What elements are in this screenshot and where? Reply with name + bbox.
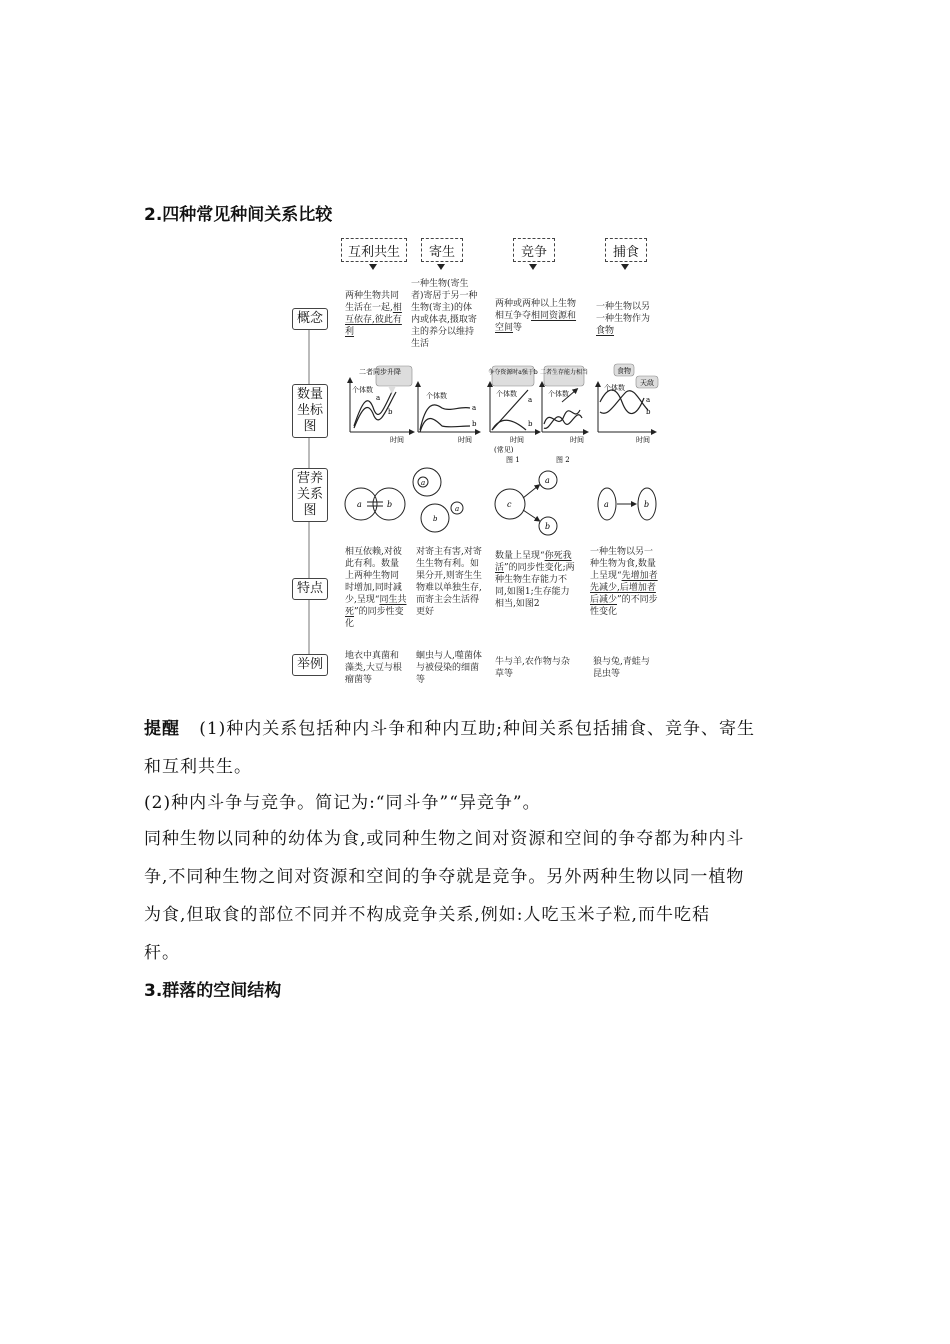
svg-text:(常见): (常见) (494, 446, 514, 454)
row-label-graph: 数量 坐标 图 (292, 384, 328, 438)
svg-text:图 1: 图 1 (506, 456, 520, 464)
svg-text:b: b (472, 420, 477, 428)
example-predation: 狼与兔,青蛙与昆虫等 (593, 657, 650, 679)
nutrition-predation (598, 488, 656, 520)
graph-predation (598, 364, 658, 444)
svg-text:b: b (646, 408, 651, 416)
arrow-down-icon (621, 264, 629, 270)
section-heading-3: 3.群落的空间结构 (144, 981, 282, 1001)
graph-tag-mutual: 二者同步升降 (359, 368, 401, 376)
concept-predation: 一种生物以另一种生物作为食物 (596, 302, 651, 336)
svg-text:a: a (604, 500, 609, 509)
arrow-down-icon (437, 264, 445, 270)
graph-competition-2 (540, 366, 588, 464)
arrow-down-icon (369, 264, 377, 270)
population-graphs (330, 362, 670, 470)
svg-text:b: b (545, 522, 551, 531)
graph-competition-1 (488, 366, 538, 464)
graph-label-b: b (388, 408, 393, 416)
reminder-paragraph-2: (2)种内斗争与竞争。简记为:“同斗争”“异竞争”。 (144, 793, 541, 813)
svg-text:a: a (455, 505, 460, 513)
reminder-paragraph-1: 提醒 (1)种内关系包括种内斗争和种内互助;种间关系包括捕食、竞争、寄生 (144, 719, 756, 739)
svg-text:b: b (387, 500, 393, 509)
column-header-parasitism: 寄生 (421, 238, 463, 262)
svg-text:c: c (507, 500, 512, 509)
column-header-competition: 竞争 (513, 238, 555, 262)
graph-mutual-ylabel: 个体数 (352, 386, 373, 394)
svg-text:个体数: 个体数 (548, 390, 569, 398)
row-label-feature: 特点 (292, 578, 328, 600)
concept-parasitism: 一种生物(寄生者)寄居于另一种生物(寄主)的体内或体表,摄取寄主的养分以维持生活 (411, 279, 478, 349)
svg-text:a: a (545, 476, 550, 485)
graph-label-a: a (376, 394, 381, 402)
feature-mutualism: 相互依赖,对彼此有利。数量上两种生物同时增加,同时减少,呈现“同生共死”的同步性变化 (345, 547, 407, 629)
example-parasitism: 蛔虫与人,噬菌体与被侵染的细菌等 (416, 651, 482, 685)
reminder-paragraph-3-line1: 同种生物以同种的幼体为食,或同种生物之间对资源和空间的争夺都为种内斗 (144, 829, 745, 849)
svg-text:b: b (433, 515, 438, 523)
row-label-concept: 概念 (292, 308, 328, 330)
concept-mutualism: 两种生物共同生活在一起,相互依存,彼此有利 (345, 291, 402, 337)
nutrition-diagrams (335, 464, 665, 540)
feature-predation: 一种生物以另一种生物为食,数量上呈现“先增加者先减少,后增加者后减少”的不同步性变化 (590, 547, 658, 617)
svg-text:二者生存能力相当: 二者生存能力相当 (539, 369, 589, 376)
svg-text:b: b (644, 500, 650, 509)
graph-mutual-xlabel: 时间 (390, 436, 404, 444)
feature-competition: 数量上呈现“你死我活”的同步性变化;两种生物生存能力不同,如图1;生存能力相当,如图2 (495, 551, 575, 609)
svg-text:个体数: 个体数 (496, 390, 517, 398)
svg-text:争夺资源时a强于b: 争夺资源时a强于b (488, 369, 538, 376)
svg-text:a: a (472, 404, 477, 412)
example-competition: 牛与羊,农作物与杂草等 (495, 657, 570, 679)
svg-text:时间: 时间 (570, 436, 584, 444)
svg-text:食物: 食物 (617, 367, 631, 375)
reminder-paragraph-3-line4: 秆。 (144, 943, 180, 963)
svg-text:a: a (646, 396, 651, 404)
section-heading-2: 2.四种常见种间关系比较 (144, 205, 333, 225)
svg-text:b: b (528, 420, 533, 428)
reminder-paragraph-3-line2: 争,不同种生物之间对资源和空间的争夺就是竞争。另外两种生物以同一植物 (144, 867, 745, 887)
row-label-nutrition: 营养 关系 图 (292, 468, 328, 522)
column-header-mutualism: 互利共生 (341, 238, 407, 262)
concept-competition: 两种或两种以上生物相互争夺相同资源和空间等 (495, 299, 577, 333)
svg-text:时间: 时间 (510, 436, 524, 444)
svg-text:图 2: 图 2 (556, 456, 570, 464)
svg-text:a: a (357, 500, 362, 509)
row-label-example: 举例 (292, 654, 328, 676)
svg-text:天敌: 天敌 (640, 379, 654, 387)
svg-text:a: a (528, 396, 533, 404)
example-mutualism: 地衣中真菌和藻类,大豆与根瘤菌等 (345, 651, 402, 685)
feature-parasitism: 对寄主有害,对寄生生物有利。如果分开,则寄生生物难以单独生存,而寄主会生活得更好 (416, 547, 482, 617)
arrow-down-icon (529, 264, 537, 270)
reminder-label: 提醒 (144, 719, 180, 739)
nutrition-parasitism (413, 468, 463, 532)
svg-text:时间: 时间 (636, 436, 650, 444)
nutrition-competition (495, 471, 557, 535)
nutrition-mutualism (345, 488, 405, 520)
svg-text:时间: 时间 (458, 436, 472, 444)
reminder-paragraph-1-cont: 和互利共生。 (144, 757, 252, 777)
graph-parasitism (418, 384, 478, 444)
column-header-predation: 捕食 (605, 238, 647, 262)
svg-text:个体数: 个体数 (426, 392, 447, 400)
reminder-paragraph-3-line3: 为食,但取食的部位不同并不构成竞争关系,例如:人吃玉米子粒,而牛吃秸 (144, 905, 710, 925)
svg-text:a: a (421, 479, 426, 487)
svg-text:个体数: 个体数 (604, 384, 625, 392)
